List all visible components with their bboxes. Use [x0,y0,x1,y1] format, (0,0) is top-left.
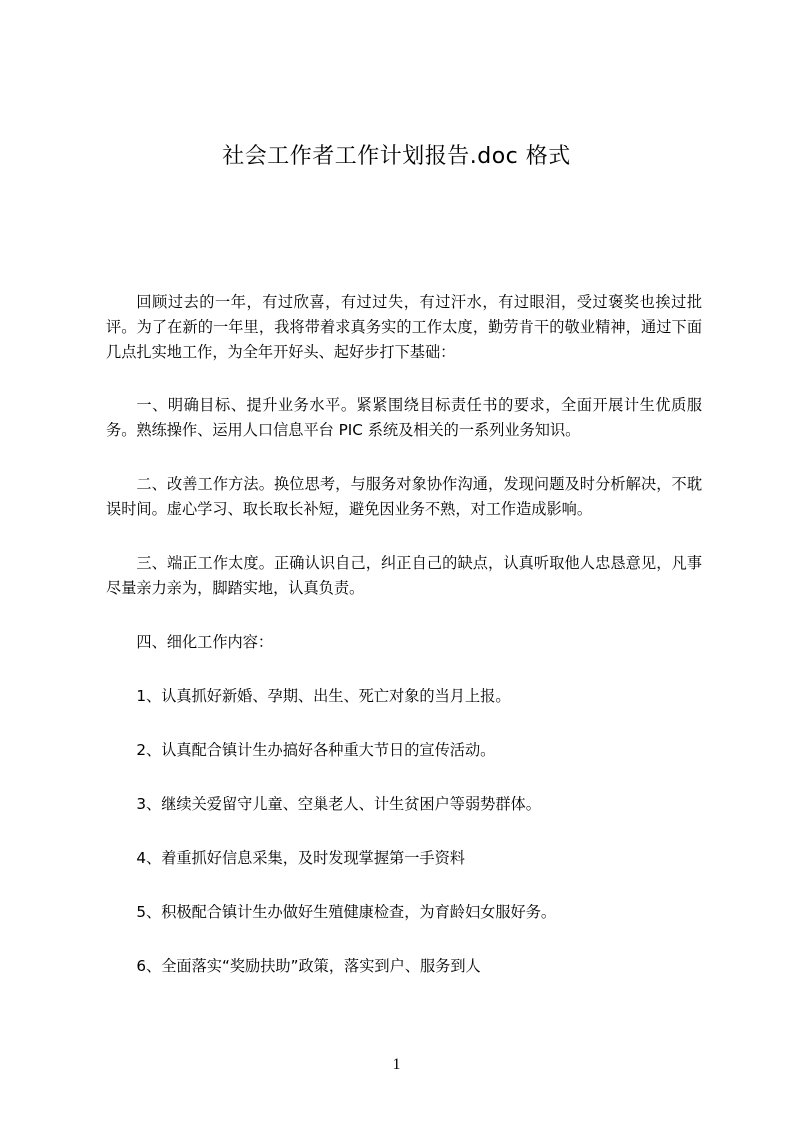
paragraph-method: 二、改善工作方法。换位思考，与服务对象协作沟通，发现问题及时分析解决，不耽误时间。虚心学习、取长取长补短，避免因业务不熟，对工作造成影响。 [106,475,702,518]
paragraph-intro: 回顾过去的一年，有过欣喜，有过过失，有过汗水，有过眼泪，受过褒奖也挨过批评。为了在新的一年里，我将带着求真务实的工作太度，勤劳肯干的敬业精神，通过下面几点扎实地工作，为全年开好头、起好步打下基础： [106,293,702,361]
paragraph-attitude: 三、端正工作太度。正确认识自己，纠正自己的缺点，认真听取他人忠恳意见，凡事尽量亲力亲为，脚踏实地，认真负责。 [106,554,702,597]
document-body [106,290,702,1008]
paragraph-details-heading: 四、细化工作内容： [136,633,274,651]
list-item: 1、认真抓好新婚、孕期、出生、死亡对象的当月上报。 [136,687,511,705]
paragraph-goal: 一、明确目标、提升业务水平。紧紧围绕目标责任书的要求，全面开展计生优质服务。熟练操作、运用人口信息平台 PIC 系统及相关的一系列业务知识。 [106,396,702,439]
document-title: 社会工作者工作计划报告.doc 格式 [222,144,571,169]
page-number: 1 [392,1056,401,1073]
list-item: 4、着重抓好信息采集，及时发现掌握第一手资料 [136,849,465,867]
list-item: 6、全面落实“奖励扶助”政策，落实到户、服务到人 [136,957,481,975]
list-item: 5、积极配合镇计生办做好生殖健康检查，为育龄妇女服好务。 [136,903,557,921]
list-item: 2、认真配合镇计生办搞好各种重大节日的宣传活动。 [136,741,496,759]
list-item: 3、继续关爱留守儿童、空巢老人、计生贫困户等弱势群体。 [136,795,541,813]
